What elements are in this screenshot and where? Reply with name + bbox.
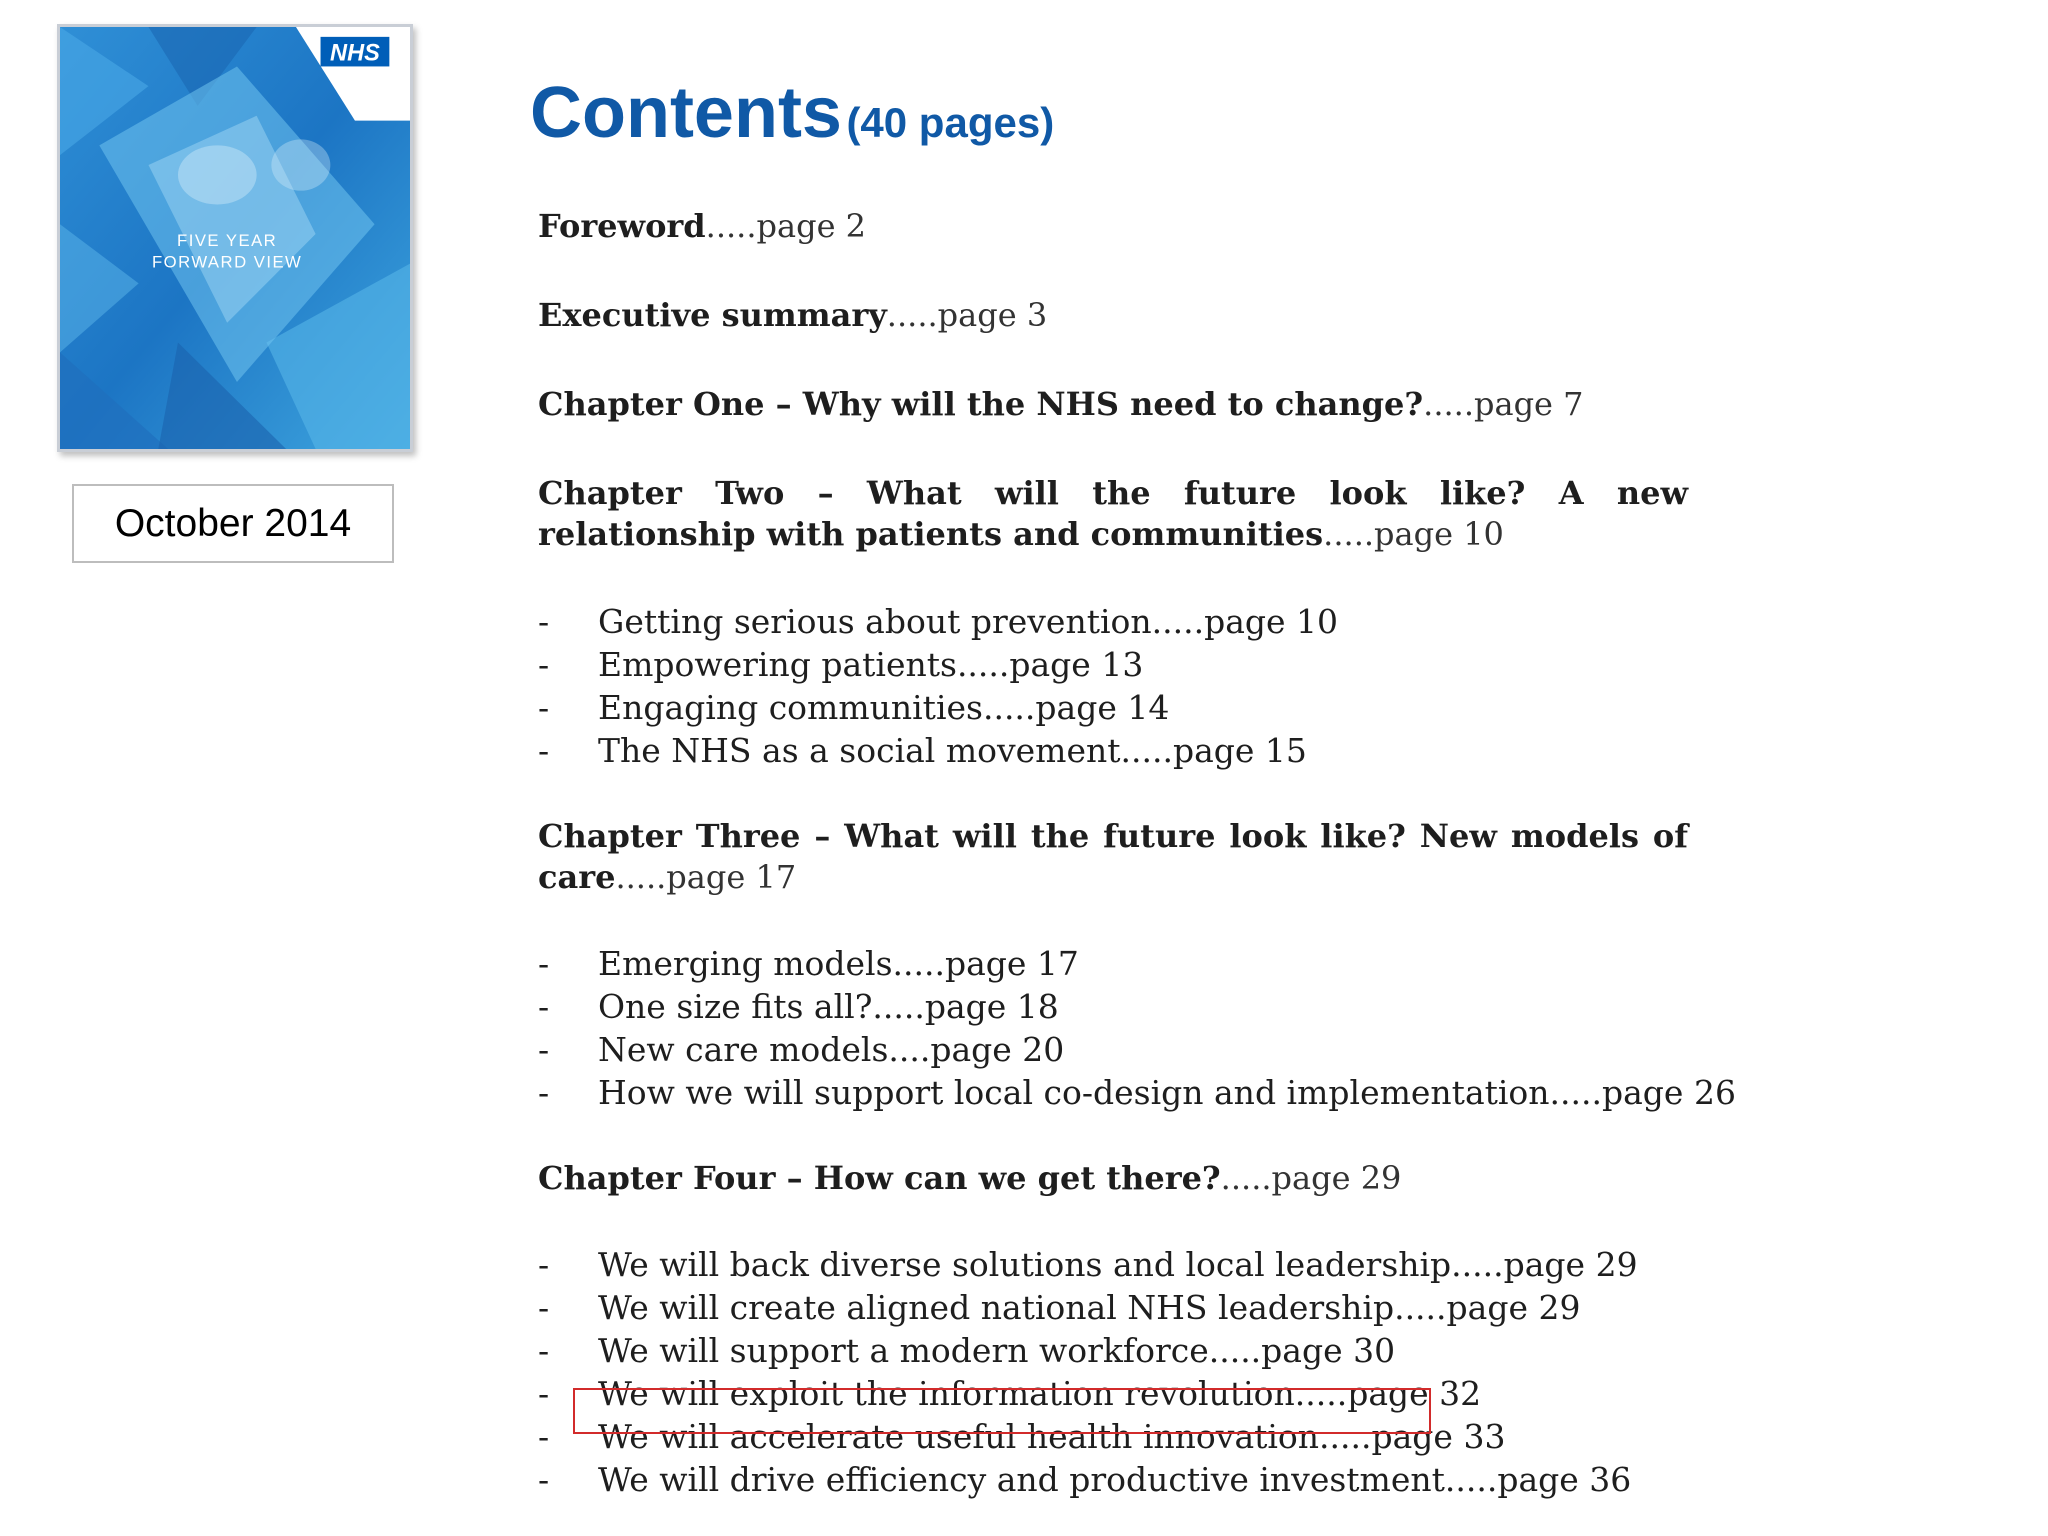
- toc-executive-summary: [538, 295, 1688, 336]
- toc-ch2-label: Chapter Two – What will the future look like? A new relationship with patients and communities: [538, 474, 1688, 553]
- list-item: [538, 942, 1688, 985]
- list-item: [538, 643, 1688, 686]
- list-item-text: We will support a modern workforce.....page 30: [598, 1331, 1396, 1370]
- list-item: [538, 1286, 1688, 1329]
- list-item: [538, 1329, 1688, 1372]
- page-title-main: Contents: [530, 73, 842, 153]
- table-of-contents: [538, 206, 1736, 1501]
- list-item-text: Empowering patients.....page 13: [598, 645, 1144, 684]
- report-cover-image: [57, 24, 413, 452]
- toc-foreword: [538, 206, 1688, 247]
- list-item-text: Getting serious about prevention.....page 10: [598, 602, 1339, 641]
- list-dash: -: [538, 1331, 550, 1370]
- toc-chapter-four: [538, 1158, 1688, 1199]
- list-item: [538, 985, 1688, 1028]
- list-item-text: We will create aligned national NHS leadership.....page 29: [598, 1288, 1581, 1327]
- list-dash: -: [538, 731, 550, 770]
- highlight-box: [573, 1388, 1431, 1434]
- toc-ch4-label: Chapter Four – How can we get there?: [538, 1159, 1221, 1197]
- list-dash: -: [538, 1460, 550, 1499]
- list-item-text: Engaging communities.....page 14: [598, 688, 1170, 727]
- list-dash: -: [538, 1417, 550, 1456]
- toc-ch2-page: .....page 10: [1323, 515, 1504, 553]
- toc-ch1-page: .....page 7: [1423, 385, 1584, 423]
- list-dash: -: [538, 602, 550, 641]
- list-item-text: We will back diverse solutions and local leadership.....page 29: [598, 1245, 1638, 1284]
- list-item-text: The NHS as a social movement.....page 15: [598, 731, 1307, 770]
- list-item: [538, 686, 1688, 729]
- nhs-logo-text: NHS: [330, 40, 380, 67]
- list-item-text: Emerging models.....page 17: [598, 944, 1079, 983]
- list-dash: -: [538, 1288, 550, 1327]
- toc-chapter-two: [538, 473, 1688, 555]
- cover-title-line2: FORWARD VIEW: [151, 252, 303, 272]
- list-dash: -: [538, 944, 550, 983]
- list-item-text: We will accelerate useful health innovation.....page 33: [598, 1417, 1506, 1456]
- toc-foreword-page: .....page 2: [705, 207, 867, 245]
- toc-chapter-three: [538, 816, 1688, 898]
- list-item-text: New care models....page 20: [598, 1030, 1065, 1069]
- date-text: October 2014: [114, 501, 352, 545]
- list-dash: -: [538, 1030, 550, 1069]
- list-item: [538, 1243, 1688, 1286]
- list-item-text: One size fits all?.....page 18: [598, 987, 1059, 1026]
- toc-ch4-page: .....page 29: [1220, 1159, 1402, 1197]
- toc-chapter-two-sections: [538, 600, 1688, 772]
- list-dash: -: [538, 1073, 550, 1112]
- page-title-sub: (40 pages): [846, 99, 1055, 146]
- cover-title-line1: FIVE YEAR: [177, 230, 278, 250]
- toc-chapter-four-sections: [538, 1243, 1688, 1501]
- list-item-text: We will drive efficiency and productive investment.....page 36: [598, 1460, 1632, 1499]
- list-dash: -: [538, 645, 550, 684]
- list-item: [538, 729, 1688, 772]
- toc-chapter-three-sections: [538, 942, 1736, 1114]
- date-label: [72, 484, 394, 563]
- list-dash: -: [538, 1245, 550, 1284]
- cover-artwork: [60, 27, 410, 449]
- toc-foreword-label: Foreword: [538, 207, 706, 245]
- toc-ch3-label: Chapter Three – What will the future look like? New models of care: [538, 817, 1688, 896]
- list-item: [538, 600, 1688, 643]
- list-item: [538, 1071, 1736, 1114]
- list-item-text: We will exploit the information revolution.....page 32: [598, 1374, 1482, 1413]
- toc-chapter-one: [538, 384, 1688, 425]
- list-dash: -: [538, 987, 550, 1026]
- toc-exec-page: .....page 3: [886, 296, 1048, 334]
- toc-ch1-label: Chapter One – Why will the NHS need to change?: [538, 385, 1424, 423]
- toc-exec-label: Executive summary: [538, 296, 887, 334]
- page-title: [530, 72, 1054, 154]
- list-item: [538, 1028, 1688, 1071]
- toc-ch3-page: .....page 17: [615, 858, 797, 896]
- list-item: [538, 1458, 1688, 1501]
- list-item-text: How we will support local co-design and implementation.....page 26: [598, 1073, 1736, 1112]
- list-dash: -: [538, 1374, 550, 1413]
- list-dash: -: [538, 688, 550, 727]
